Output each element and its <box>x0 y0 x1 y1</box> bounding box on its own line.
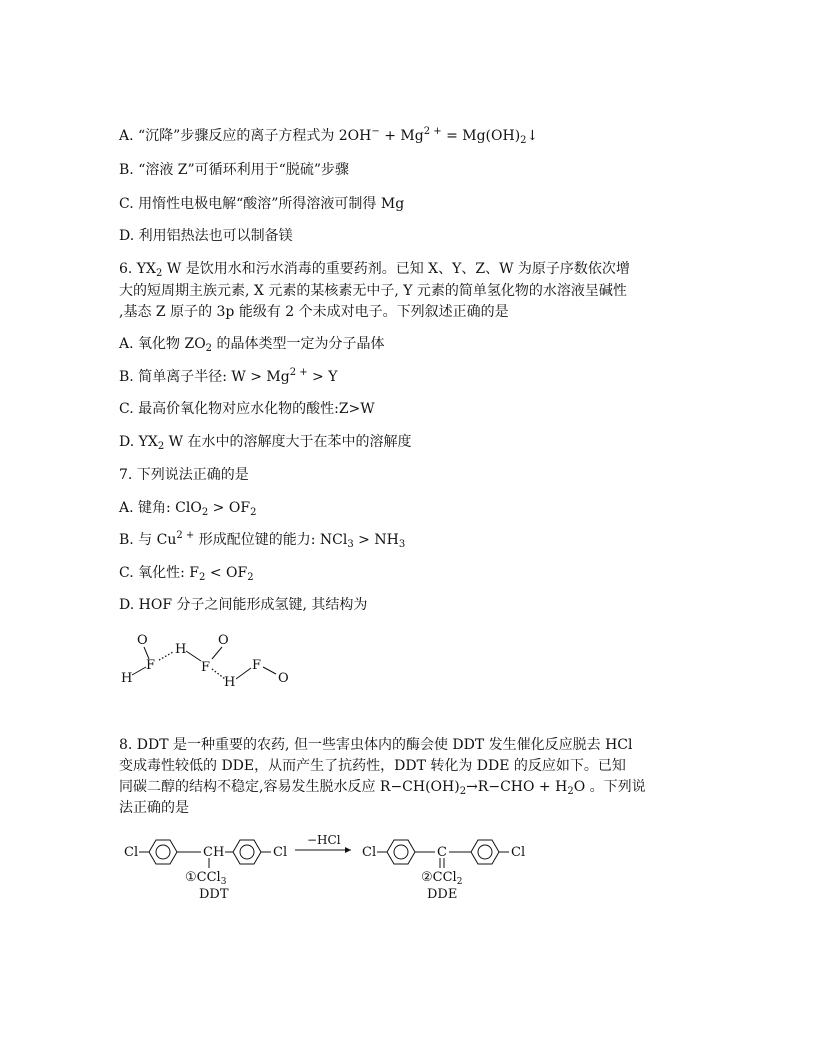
option-text: A. 键角: ClO <box>119 500 202 516</box>
q7-option-c <box>119 563 254 583</box>
subscript: 2 <box>199 572 206 583</box>
subscript: 2 <box>250 507 257 518</box>
q5-option-a <box>119 126 538 146</box>
option-text: = Mg(OH) <box>441 128 521 144</box>
chlorine-label: Cl <box>124 845 139 860</box>
q6-option-a <box>119 334 385 354</box>
q8-stem-line-2: 变成毒性较低的 DDE，从而产生了抗药性，DDT 转化为 DDE 的反应如下。已知 <box>119 758 626 774</box>
option-text: > Y <box>307 369 338 385</box>
option-text: B. 与 Cu <box>119 532 177 548</box>
atom-f: F <box>201 660 211 675</box>
superscript: 2 + <box>289 367 308 378</box>
q6-stem-line-1 <box>119 259 630 279</box>
dde-name: DDE <box>427 887 458 902</box>
atom-f: F <box>252 658 262 673</box>
chlorine-label: Cl <box>362 845 377 860</box>
benzene-ring <box>233 840 261 864</box>
q8-stem-line-1: 8. DDT 是一种重要的农药, 但一些害虫体内的酶会使 DDT 发生催化反应脱去 HCl <box>119 737 633 753</box>
subscript: 2 <box>157 441 165 452</box>
option-text: A. 氧化物 ZO <box>119 336 206 352</box>
q6-option-c: C. 最高价氧化物对应水化物的酸性:Z>W <box>119 401 375 417</box>
subscript: 2 <box>520 135 527 146</box>
option-text: 的晶体类型一定为分子晶体 <box>212 336 385 352</box>
atom-o: O <box>218 633 229 648</box>
arrow-label: −HCl <box>307 833 341 847</box>
bond-line <box>132 667 146 675</box>
chlorine-label: Cl <box>511 845 526 860</box>
bond-line <box>212 647 222 659</box>
atom-h: H <box>121 671 133 686</box>
subscript: 2 <box>201 507 209 518</box>
benzene-ring-circle <box>240 845 254 859</box>
ddt-substituent: ①CCl$_3$ <box>185 870 227 887</box>
atom-f: F <box>146 658 156 673</box>
dde-substituent: ②CCl$_2$ <box>421 870 463 887</box>
superscript: − <box>371 126 380 137</box>
atom-o: O <box>278 671 289 686</box>
atom-h: H <box>175 642 187 657</box>
option-text: W 在水中的溶解度大于在苯中的溶解度 <box>164 434 412 450</box>
option-text: + Mg <box>379 128 424 144</box>
subscript: 2 <box>247 572 254 583</box>
benzene-ring-circle <box>394 845 408 859</box>
bond-line <box>236 668 251 679</box>
ddt-name: DDT <box>199 887 229 902</box>
dde-center-carbon: C <box>437 845 447 860</box>
q7-option-a <box>119 498 256 518</box>
option-label: A. <box>119 128 134 144</box>
subscript: 3 <box>398 539 406 550</box>
subscript: 3 <box>347 539 354 550</box>
q5-option-c: C. 用惰性电极电解“酸溶”所得溶液可制得 Mg <box>119 196 405 212</box>
subscript: 2 <box>156 268 163 279</box>
subscript: 2 <box>459 786 467 797</box>
benzene-ring-circle <box>156 845 170 859</box>
q6-stem-line-3: ,基态 Z 原子的 3p 能级有 2 个未成对电子。下列叙述正确的是 <box>119 304 509 320</box>
stem-text: 同碳二醇的结构不稳定,容易发生脱水反应 R−CH(OH) <box>119 779 460 795</box>
bond-line <box>186 651 201 661</box>
atom-h: H <box>224 675 236 690</box>
q5-option-b: B. “溶液 Z”可循环利用于“脱硫”步骤 <box>119 162 349 178</box>
benzene-ring-circle <box>478 845 492 859</box>
hydrogen-bond-dotted <box>159 652 173 660</box>
option-text: < OF <box>205 565 248 581</box>
benzene-ring <box>387 840 415 864</box>
stem-text: W 是饮用水和污水消毒的重要药剂。已知 X、Y、Z、W 为原子序数依次增 <box>162 261 630 277</box>
atom-o: O <box>137 633 148 648</box>
benzene-ring <box>471 840 499 864</box>
chlorine-label: Cl <box>273 845 288 860</box>
ddt-dde-reaction-scheme <box>115 828 535 908</box>
subscript: 2 <box>567 786 574 797</box>
option-text: C. 氧化性: F <box>119 565 199 581</box>
option-text: B. 简单离子半径: W > Mg <box>119 369 290 385</box>
arrow-head <box>345 847 351 853</box>
option-text: > OF <box>208 500 251 516</box>
option-text: 形成配位键的能力: NCl <box>194 532 348 548</box>
q8-stem-line-3 <box>119 777 646 797</box>
q8-stem-line-4: 法正确的是 <box>119 800 189 816</box>
bond-line <box>263 667 276 674</box>
superscript: 2 + <box>176 530 195 541</box>
hof-hydrogen-bond-diagram <box>115 628 305 692</box>
q6-stem-line-2: 大的短周期主族元素, X 元素的某核素无中子, Y 元素的简单氢化物的水溶液呈碱性 <box>119 283 627 299</box>
q6-option-d <box>119 432 412 452</box>
option-text: “沉降”步骤反应的离子方程式为 2OH <box>138 128 372 144</box>
option-text: D. YX <box>119 434 158 450</box>
q6-option-b <box>119 367 337 387</box>
stem-text: →R−CHO + H <box>466 779 568 795</box>
stem-text: O 。下列说 <box>573 779 646 795</box>
stem-text: 6. YX <box>119 261 157 277</box>
q7-stem: 7. 下列说法正确的是 <box>119 467 249 483</box>
q7-option-d: D. HOF 分子之间能形成氢键, 其结构为 <box>119 597 368 613</box>
q7-option-b <box>119 530 405 550</box>
option-text: ↓ <box>526 128 539 144</box>
superscript: 2 + <box>423 126 442 137</box>
subscript: 2 <box>205 343 213 354</box>
ddt-center-carbon: CH <box>203 845 225 860</box>
q5-option-d: D. 利用铝热法也可以制备镁 <box>119 228 293 244</box>
option-text: > NH <box>353 532 399 548</box>
benzene-ring <box>149 840 177 864</box>
